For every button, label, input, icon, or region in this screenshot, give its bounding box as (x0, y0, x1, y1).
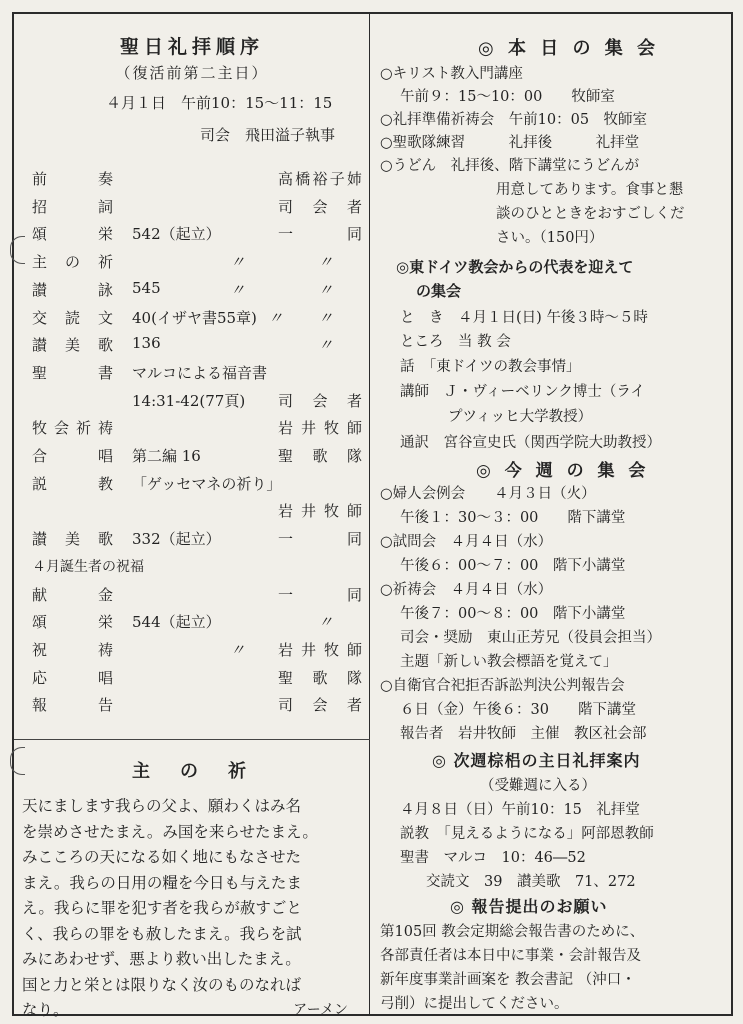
east-line: ところ 当 教 会 (400, 334, 511, 350)
order-row (32, 445, 362, 471)
order-label: 報告 (32, 696, 114, 715)
order-row (32, 500, 362, 526)
east-title: ◎東ドイツ教会からの代表を迎えて (396, 258, 634, 276)
order-label: 祝祷 (32, 640, 114, 659)
order-label: 讃美歌 (32, 530, 114, 549)
order-label: 頌栄 (32, 225, 114, 244)
prayer-text (22, 794, 360, 1024)
week-line: ○婦人会例会 ４月３日（火） (380, 486, 596, 502)
order-detail: 14:31-42(77頁) (132, 391, 246, 410)
prayer-amen: アーメン (293, 1002, 348, 1018)
east-line: 講師 Ｊ・ヴィーベリンク博士（ライ (400, 384, 645, 400)
order-detail: 「ゲッセマネの祈り」 (132, 474, 282, 493)
order-responsible: 〃 (318, 280, 334, 299)
next-line: 説教 「見えるようになる」阿部恩教師 (400, 826, 654, 842)
order-label: 招詞 (32, 197, 114, 216)
right-column (370, 14, 731, 1014)
order-row (32, 639, 362, 665)
ditto-mark: 〃 (268, 308, 284, 327)
prayer-line: 天にまします我らの父よ、願わくはみ名 (22, 797, 302, 815)
week-line: 主題「新しい教会標語を覚えて」 (400, 654, 618, 670)
request-line: 各部責任者は本日中に事業・会計報告及 (380, 948, 641, 964)
week-line: 報告者 岩井牧師 主催 教区社会部 (400, 726, 647, 742)
order-detail: 545 (132, 278, 161, 297)
order-label: 讃詠 (32, 280, 114, 299)
prayer-line: 国と力と栄とは限りなく汝のものなれば (22, 975, 302, 994)
bulletin-frame (12, 12, 733, 1019)
prayer-line-last (22, 998, 360, 1024)
order-row (32, 307, 362, 333)
order-label: 献金 (32, 585, 114, 604)
prayer-line: まえ。我らの日用の糧を今日も与えたま (22, 873, 302, 892)
order-responsible: 〃 (318, 613, 334, 632)
order-responsible: 〃 (318, 308, 334, 327)
left-column (14, 14, 370, 1019)
prayer-line: みにあわせず、悪より救い出したまえ。 (22, 950, 301, 968)
order-row (32, 611, 362, 637)
next-line: 聖書 マルコ 10：46―52 (400, 850, 586, 866)
order-label: 交読文 (32, 308, 114, 327)
order-label: 合唱 (32, 447, 114, 465)
next-subtitle: （受難週に入る） (480, 778, 596, 794)
prayer-line: みこころの天になる如く地にもなさせた (22, 848, 302, 866)
ditto-mark: 〃 (230, 640, 246, 659)
order-label: ４月誕生者の祝福 (32, 558, 144, 575)
order-label: 頌栄 (32, 613, 114, 632)
order-detail: 第二編 16 (132, 447, 201, 465)
order-row (32, 584, 362, 610)
week-line: 午後６：00～７：00 階下小講堂 (400, 558, 626, 574)
east-title-cont: の集会 (416, 282, 462, 300)
order-label: 前奏 (32, 170, 114, 188)
order-row (32, 251, 362, 277)
order-responsible: 高橋裕子姉 (278, 170, 362, 188)
order-detail: 40(イザヤ書55章) (132, 308, 257, 327)
order-label: 応唱 (32, 668, 114, 687)
ditto-mark: 〃 (230, 280, 246, 299)
order-detail: 544（起立） (132, 613, 221, 632)
order-row (32, 417, 362, 443)
order-row (32, 667, 362, 693)
order-responsible: 司会者 (278, 197, 362, 216)
order-label: 讃美歌 (32, 336, 114, 355)
today-line: ○うどん 礼拝後、階下講堂にうどんが (380, 158, 640, 174)
order-detail: マルコによる福音書 (132, 363, 268, 382)
order-responsible: 〃 (318, 253, 334, 272)
order-responsible: 一同 (278, 530, 362, 549)
today-line: 談のひとときをおすごしくだ (496, 206, 685, 222)
order-responsible: 司会者 (278, 696, 362, 715)
order-row (32, 556, 362, 582)
order-responsible: 岩井牧師 (278, 419, 362, 438)
east-line: 通訳 宮谷宣史氏（関西学院大助教授） (400, 435, 661, 451)
order-responsible: 一同 (278, 225, 362, 244)
next-line: 交読文 39 讃美歌 71、272 (426, 874, 636, 890)
order-detail: 136 (132, 334, 161, 353)
order-label: 牧会祈祷 (32, 419, 114, 438)
prayer-title: 主 の 祈 (132, 761, 252, 782)
prayer-line: なり。 (22, 1001, 69, 1019)
order-row (32, 362, 362, 388)
east-line: 話 「東ドイツの教会事情」 (400, 359, 581, 375)
prayer-line: え。我らに罪を犯す者を我らが赦すごと (22, 899, 302, 917)
order-responsible: 一同 (278, 585, 362, 604)
next-title: ◎ 次週棕梠の主日礼拝案内 (432, 751, 641, 770)
order-title: 聖日礼拝順序 (119, 36, 264, 58)
request-line: 第105回 教会定期総会報告書のために、 (380, 924, 645, 940)
order-responsible: 聖歌隊 (278, 447, 362, 465)
week-line: ○試問会 ４月４日（水） (380, 534, 553, 550)
order-detail: 332（起立） (132, 530, 221, 549)
week-title: ◎ 今 週 の 集 会 (476, 461, 650, 481)
order-datetime: ４月１日 午前10：15～11：15 (106, 94, 333, 112)
order-row (32, 473, 362, 499)
order-subtitle: （復活前第二主日） (115, 64, 269, 82)
order-label: 聖書 (32, 363, 114, 382)
next-line: ４月８日（日）午前10：15 礼拝堂 (400, 802, 640, 818)
order-row (32, 168, 362, 194)
ditto-mark: 〃 (230, 253, 246, 272)
order-row (32, 279, 362, 305)
section-divider (14, 739, 370, 740)
order-row (32, 334, 362, 360)
today-line: 用意してあります。食事と懇 (496, 182, 684, 198)
order-row (32, 694, 362, 720)
today-line: さい。（150円） (496, 230, 604, 246)
east-line: プツィッヒ大学教授） (448, 409, 593, 425)
week-line: 午後７：00～８：00 階下小講堂 (400, 606, 626, 622)
order-label: 主の祈 (32, 253, 114, 272)
order-row (32, 390, 362, 416)
today-line: ○礼拝準備祈祷会 午前10：05 牧師室 (380, 112, 648, 128)
week-line: ○自衛官合祀拒否訴訟判決公判報告会 (380, 678, 625, 694)
request-line: 新年度事業計画案を 教会書記 （沖口・ (380, 972, 636, 988)
today-title: ◎ 本 日 の 集 会 (478, 38, 660, 59)
order-responsible: 岩井牧師 (278, 640, 362, 659)
prayer-line: を崇めさせたまえ。み国を来らせたまえ。 (22, 822, 318, 841)
week-line: ○祈祷会 ４月４日（水） (380, 582, 553, 598)
request-title: ◎ 報告提出のお願い (450, 897, 608, 916)
today-line: ○キリスト教入門講座 (380, 66, 523, 82)
order-responsible: 〃 (318, 336, 334, 355)
week-line: ６日（金）午後６：30 階下講堂 (400, 702, 636, 718)
week-line: 司会・奨励 東山正芳兄（役員会担当） (400, 630, 661, 646)
order-responsible: 司会者 (278, 391, 362, 410)
today-line: 午前９：15～10：00 牧師室 (400, 89, 615, 105)
order-row (32, 196, 362, 222)
order-presider: 司会 飛田溢子執事 (200, 126, 336, 144)
week-line: 午後１：30～３：00 階下講堂 (400, 510, 626, 526)
order-row (32, 528, 362, 554)
order-responsible: 岩井牧師 (278, 502, 362, 521)
binding-tab (10, 236, 25, 264)
prayer-line: く、我らの罪をも赦したまえ。我らを試 (22, 924, 302, 943)
order-responsible: 聖歌隊 (278, 668, 362, 687)
request-line: 弓削）に提出してください。 (380, 996, 569, 1012)
order-detail: 542（起立） (132, 225, 221, 244)
order-row (32, 223, 362, 249)
order-label: 説教 (32, 474, 114, 493)
east-line: と き ４月１日(日) 午後３時～５時 (400, 310, 648, 326)
today-line: ○聖歌隊練習 礼拝後 礼拝堂 (380, 135, 640, 151)
